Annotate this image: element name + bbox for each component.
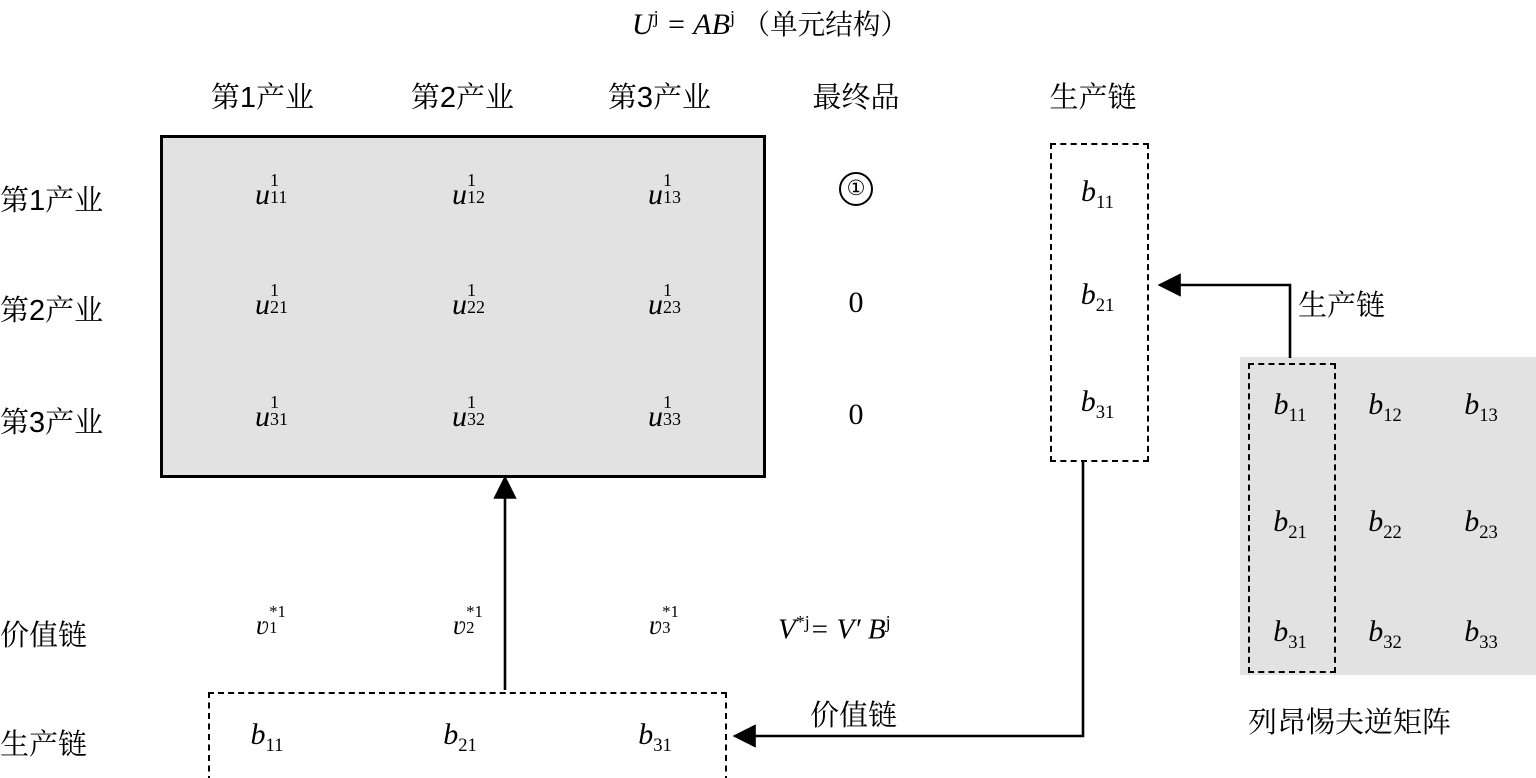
u-cell-23 — [568, 279, 743, 322]
u-cell-31-sub: 31 — [270, 409, 288, 430]
column-header-industry-3: 第3产业 — [607, 82, 712, 114]
value-equation-v: V — [778, 613, 796, 646]
value-chain-cell-3-base: ʋ — [648, 610, 663, 640]
leontief-cell-22-sub: 22 — [1383, 522, 1402, 543]
leontief-cell-11-base: b — [1273, 388, 1289, 421]
u-cell-12-sup: 1 — [467, 169, 476, 190]
row-header-industry-1: 第1产业 — [0, 185, 104, 217]
u-cell-33-sub: 33 — [663, 409, 681, 430]
u-cell-22-base: u — [452, 288, 467, 321]
u-cell-21-base: u — [255, 288, 270, 321]
leontief-cell-12 — [1340, 388, 1430, 427]
u-cell-22-sub: 22 — [467, 297, 485, 318]
leontief-cell-31-base: b — [1273, 615, 1289, 648]
u-cell-33 — [568, 391, 743, 434]
pc-row-cell-11-sub: 11 — [265, 735, 284, 756]
leontief-cell-13 — [1436, 388, 1526, 427]
u-cell-33-base: u — [648, 400, 663, 433]
leontief-cell-11-sub: 11 — [1288, 405, 1307, 426]
final-demand-value-2: 0 — [848, 286, 864, 319]
u-cell-32-base: u — [452, 400, 467, 433]
title-equation-lhs-sup: j — [653, 7, 659, 27]
u-cell-12-sub: 12 — [467, 187, 485, 208]
leontief-cell-21 — [1248, 505, 1332, 544]
u-cell-32 — [372, 391, 547, 434]
column-header-production-chain: 生产链 — [1049, 82, 1137, 114]
value-chain-cell-2-sup: *1 — [466, 601, 483, 621]
u-cell-31 — [175, 391, 350, 434]
value-chain-cell-3 — [568, 601, 743, 641]
value-equation-b: B — [860, 613, 886, 646]
leontief-cell-11 — [1248, 388, 1332, 427]
value-chain-cell-2 — [372, 601, 547, 641]
u-cell-21 — [175, 279, 350, 322]
pc-row-cell-11 — [212, 718, 322, 757]
pc-col-cell-11-sub: 11 — [1096, 192, 1114, 213]
leontief-cell-12-base: b — [1368, 388, 1384, 421]
u-cell-13-base: u — [648, 178, 663, 211]
value-chain-cell-1 — [175, 601, 350, 641]
leontief-cell-33-base: b — [1464, 615, 1480, 648]
value-chain-cell-2-sub: 2 — [466, 618, 475, 638]
pc-col-cell-21-sub: 21 — [1095, 295, 1115, 316]
leontief-cell-22 — [1340, 505, 1430, 544]
pc-col-cell-21 — [1050, 278, 1145, 317]
leontief-cell-32-base: b — [1368, 615, 1384, 648]
u-cell-32-sup: 1 — [467, 391, 476, 412]
value-chain-cell-1-sub: 1 — [269, 618, 278, 638]
circled-one-badge: ① — [839, 172, 873, 206]
u-cell-13 — [568, 169, 743, 212]
pc-col-cell-31-base: b — [1080, 385, 1096, 418]
value-equation-equals: = V — [809, 613, 855, 646]
u-cell-32-sub: 32 — [467, 409, 485, 430]
title-equation-lhs: U — [631, 8, 654, 41]
leontief-cell-31 — [1248, 615, 1332, 654]
pc-row-cell-21-base: b — [443, 718, 459, 751]
pc-col-cell-31 — [1050, 385, 1145, 424]
value-chain-cell-1-base: ʋ — [255, 610, 270, 640]
final-demand-value-1 — [765, 172, 947, 206]
value-equation — [778, 612, 891, 647]
column-header-industry-2: 第2产业 — [410, 82, 515, 114]
leontief-cell-33 — [1436, 615, 1526, 654]
u-cell-31-sup: 1 — [270, 391, 279, 412]
column-header-industry-1: 第1产业 — [210, 82, 315, 114]
u-cell-12-base: u — [452, 178, 467, 211]
leontief-cell-31-sub: 31 — [1288, 632, 1307, 653]
u-cell-33-sup: 1 — [663, 391, 672, 412]
u-cell-13-sub: 13 — [663, 187, 681, 208]
pc-row-cell-31 — [600, 718, 710, 757]
leontief-caption: 列昂惕夫逆矩阵 — [1248, 707, 1452, 739]
pc-col-cell-21-base: b — [1080, 278, 1096, 311]
u-cell-11 — [175, 169, 350, 212]
pc-col-cell-11-base: b — [1081, 175, 1097, 208]
value-equation-sup-star-j: *j — [795, 612, 810, 632]
value-chain-row-label: 价值链 — [0, 620, 88, 652]
leontief-cell-13-sub: 13 — [1479, 405, 1498, 426]
leontief-cell-32 — [1340, 615, 1430, 654]
pc-row-cell-31-sub: 31 — [653, 735, 672, 756]
arrow-leontief-to-chain-column — [1160, 285, 1290, 358]
u-cell-11-base: u — [255, 178, 270, 211]
column-header-final-product: 最终品 — [812, 82, 900, 114]
title-equation-note: （单元结构） — [742, 9, 909, 40]
pc-row-cell-31-base: b — [638, 718, 654, 751]
u-cell-22-sup: 1 — [467, 279, 476, 300]
title-equation-mid: = AB — [666, 8, 730, 41]
leontief-cell-32-sub: 32 — [1383, 632, 1402, 653]
pc-row-cell-11-base: b — [250, 718, 266, 751]
title-equation — [500, 2, 1040, 42]
pc-col-cell-31-sub: 31 — [1095, 402, 1115, 423]
pc-row-cell-21-sub: 21 — [458, 735, 477, 756]
annotation-production-chain: 生产链 — [1298, 290, 1386, 322]
value-chain-cell-3-sub: 3 — [662, 618, 671, 638]
u-cell-23-sub: 23 — [663, 297, 681, 318]
u-cell-13-sup: 1 — [663, 169, 672, 190]
u-cell-11-sub: 11 — [270, 187, 288, 208]
production-chain-row-label: 生产链 — [0, 729, 88, 761]
u-cell-22 — [372, 279, 547, 322]
u-cell-21-sup: 1 — [270, 279, 279, 300]
leontief-cell-33-sub: 33 — [1479, 632, 1498, 653]
value-chain-cell-1-sup: *1 — [269, 601, 286, 621]
leontief-cell-23 — [1436, 505, 1526, 544]
pc-col-cell-11 — [1050, 175, 1145, 214]
u-cell-31-base: u — [255, 400, 270, 433]
leontief-cell-22-base: b — [1368, 505, 1384, 538]
u-cell-23-base: u — [648, 288, 663, 321]
leontief-cell-23-sub: 23 — [1479, 522, 1498, 543]
u-cell-11-sup: 1 — [270, 169, 279, 190]
title-equation-sup2: j — [729, 7, 735, 27]
final-demand-value-3: 0 — [848, 398, 864, 431]
row-header-industry-2: 第2产业 — [0, 295, 104, 327]
leontief-cell-23-base: b — [1464, 505, 1480, 538]
value-equation-sup-j: j — [885, 612, 891, 632]
value-equation-prime: ′ — [854, 613, 861, 646]
leontief-cell-21-base: b — [1273, 505, 1289, 538]
u-cell-21-sub: 21 — [270, 297, 288, 318]
value-chain-cell-2-base: ʋ — [452, 610, 467, 640]
arrow-chain-column-to-bottom-row — [735, 460, 1083, 736]
leontief-cell-12-sub: 12 — [1383, 405, 1402, 426]
annotation-value-chain: 价值链 — [810, 700, 898, 732]
u-cell-12 — [372, 169, 547, 212]
value-chain-cell-3-sup: *1 — [662, 601, 679, 621]
leontief-cell-13-base: b — [1464, 388, 1480, 421]
leontief-cell-21-sub: 21 — [1288, 522, 1307, 543]
u-cell-23-sup: 1 — [663, 279, 672, 300]
pc-row-cell-21 — [405, 718, 515, 757]
row-header-industry-3: 第3产业 — [0, 407, 104, 439]
